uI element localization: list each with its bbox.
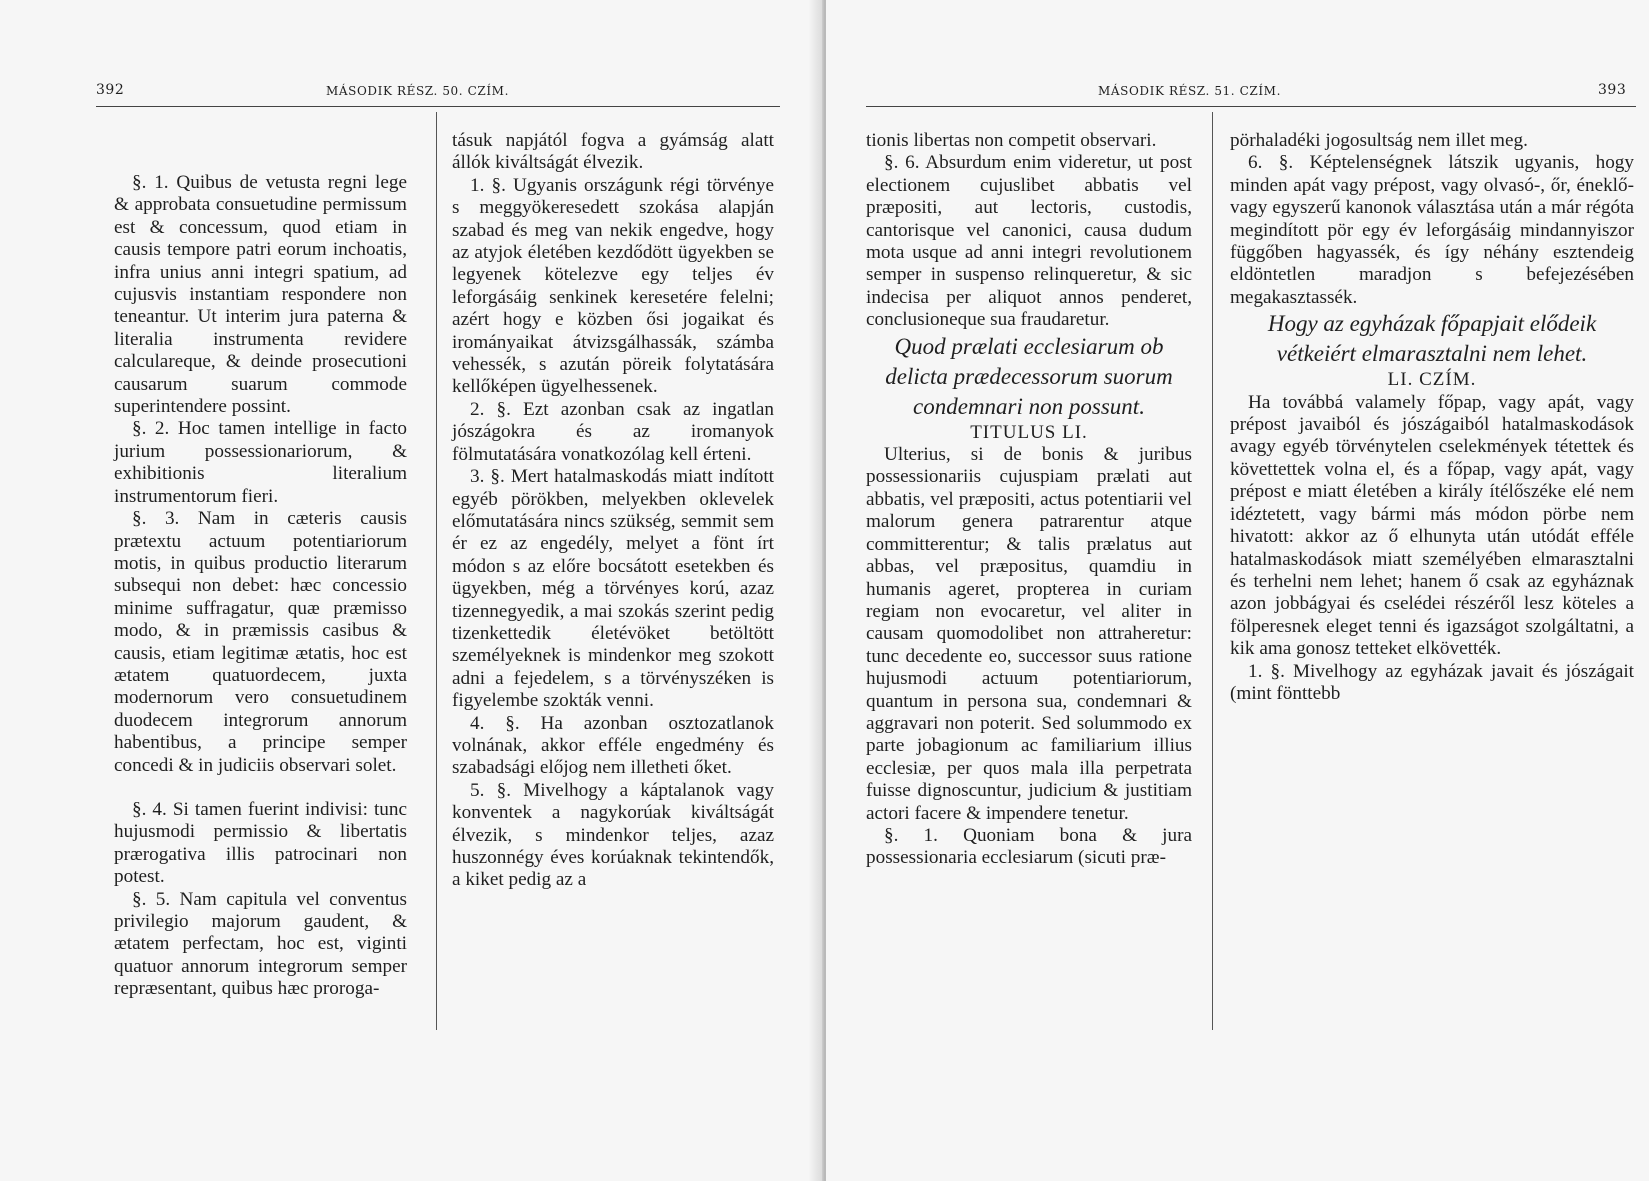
- paragraph: 4. §. Ha azonban osztozatlanok volnának, akkor efféle engedmény és szabadsági előjog nem illetheti őket.: [452, 712, 774, 779]
- czim-heading: LI. CZÍM.: [1387, 369, 1477, 391]
- header-rule-right: [866, 106, 1636, 107]
- paragraph: §. 4. Si tamen fuerint indivisi: tunc hujusmodi permissio & libertatis prærogativa illis patrocinari non potest.: [114, 798, 407, 888]
- right-page-header: [826, 82, 1649, 104]
- page-number-left: 392: [96, 82, 125, 98]
- paragraph: 5. §. Mivelhogy a káptalanok vagy konventek a nagykorúak kiváltságát élvezik, s mindenkor teljes, azaz huszonnégy éves korúaknak tekintendők, a kiket pedig az a: [452, 779, 774, 891]
- header-rule-left: [96, 106, 780, 107]
- titulus-heading: TITULUS LI.: [970, 421, 1088, 443]
- running-head-left: MÁSODIK RÉSZ. 50. CZÍM.: [326, 84, 509, 98]
- page-number-right: 393: [1598, 82, 1627, 98]
- paragraph: 2. §. Ezt azonban csak az ingatlan jószágokra és az iromanyok fölmutatására vonatkozólag kell érteni.: [452, 398, 774, 465]
- section-heading-hungarian: Hogy az egyházak főpapjait elődeik vétkeiért elmarasztalni nem lehet.: [1267, 311, 1597, 367]
- paragraph: §. 6. Absurdum enim videretur, ut post electionem cujuslibet abbatis vel præpositi, aut lectoris, custodis, cantorisque vel canonici, causa dudum mota usque ad anni integri revolutionem semper in suspenso relinqueretur, & sic indecisa per aliquot annos penderet, conclusioneque sua fraudaretur.: [866, 152, 1192, 331]
- paragraph: §. 5. Nam capitula vel conventus privilegio majorum gaudent, & ætatem perfectam, hoc est, viginti quatuor annorum integrorum semper repræsentant, quibus hæc proroga-: [114, 888, 407, 1000]
- right-page: [826, 0, 1649, 1181]
- running-head-right: MÁSODIK RÉSZ. 51. CZÍM.: [1098, 84, 1281, 98]
- latin-column-left: [114, 172, 407, 1001]
- column-divider-right: [1212, 112, 1213, 1030]
- paragraph: tásuk napjától fogva a gyámság alatt állók kiváltságát élvezik.: [452, 130, 774, 174]
- left-page: [0, 0, 822, 1181]
- latin-column-right: [866, 130, 1192, 870]
- paragraph: 1. §. Mivelhogy az egyházak javait és jószágait (mint fönttebb: [1230, 660, 1634, 704]
- left-page-header: [0, 82, 822, 104]
- hungarian-column-left: [452, 130, 774, 892]
- paragraph: §. 1. Quoniam bona & jura possessionaria ecclesiarum (sicuti præ-: [866, 824, 1192, 869]
- paragraph: 1. §. Ugyanis országunk régi törvénye s meggyökeresedett szokása alapján szabad és meg van nekik engedve, hogy az atyjok életében kezdődött ügyekben se legyenek kötelezve egy teljes év leforgásáig senkinek keresetére felelni; azért hogy e közben ősi jogaikat és irományaikat átvizsgálhassák, számba vehessék, s azután pöreik folytatására kellőképen ügyelhessenek.: [452, 174, 774, 398]
- hungarian-column-right: [1230, 130, 1634, 705]
- paragraph: Ulterius, si de bonis & juribus possessionariis cujuspiam prælati aut abbatis, vel præpositi, actus potentiarii vel malorum genera patrarentur atque committerentur; & talis prælatus aut abbas, vel præpositus, quamdiu in humanis ageret, propterea in curiam regiam non evocaretur, vel aliter in causam quomodolibet non attraheretur: tunc decedente eo, successor suus ratione hujusmodi actuum potentiariorum, quantum in persona sua, condemnari & aggravari non poterit. Sed solummodo ex parte jobagionum ac familiarium illius ecclesiæ, per quos mala illa perpetrata fuisse dignoscuntur, judicium & justitiam actori facere & impendere tenetur.: [866, 444, 1192, 824]
- paragraph: §. 1. Quibus de vetusta regni lege & approbata consuetudine permissum est & concessum, quod etiam in causis tempore patri eorum inchoatis, infra unius anni integri spatium, ad cujusvis instantiam respondere non teneantur. Ut interim jura paterna & literalia instrumenta revidere calculareque, & deinde prosecutioni causarum suarum commode superintendere possint.: [114, 172, 407, 418]
- section-heading-latin: Quod prælati ecclesiarum ob delicta prædecessorum suorum condemnari non possunt.: [885, 333, 1173, 419]
- column-divider-left: [436, 112, 437, 1030]
- paragraph: pörhaladéki jogosultság nem illet meg.: [1230, 130, 1528, 151]
- paragraph: 6. §. Képtelenségnek látszik ugyanis, hogy minden apát vagy prépost, vagy olvasó-, őr, éneklő-vagy egyszerű kanonok választása után a már régóta megindított pör egy év leforgásáig mindannyiszor függőben hagyassék, és így néhány esztendeig eldöntetlen maradjon s befejezésében megakasztassék.: [1230, 152, 1634, 308]
- paragraph: Ha továbbá valamely főpap, vagy apát, vagy prépost javaiból és jószágaiból hatalmaskodások avagy egyéb törvénytelen cselekmények tétettek és követtettek volna el, és a főpap, vagy apát, vagy prépost e miatt életében a király ítélőszéke elé nem idéztetett, vagy bármi más módon pörbe nem hivatott: akkor az ő elhunyta után utódát efféle hatalmaskodások miatt személyében elmarasztalni és terhelni nem lehet; hanem ő csak az egyháznak azon jobbágyai és cselédei részéről lesz köteles a fölperesnek eleget tenni és igazságot szolgáltatni, a kik ama gonosz tetteket elkövették.: [1230, 391, 1634, 660]
- paragraph: tionis libertas non competit observari.: [866, 130, 1157, 151]
- paragraph: §. 2. Hoc tamen intellige in facto jurium possessionariorum, & exhibitionis literalium instrumentorum fieri.: [114, 418, 407, 507]
- paragraph: 3. §. Mert hatalmaskodás miatt indított egyéb pörökben, melyekben oklevelek előmutatására nincs szükség, semmit sem ér ez az engedély, melyet a fönt írt módon s az előre bocsátott esetekben és ügyekben, még a törvényes korú, azaz tizennegyedik, a mai szokás szerint pedig tizenkettedik életévöket betöltött személyeknek is mindenkor meg szokott adni a fejedelem, s a törvényszéken is figyelembe szokták venni.: [452, 466, 774, 712]
- paragraph: §. 3. Nam in cæteris causis prætextu actuum potentiariorum motis, in quibus productio literarum subsequi non debet: hæc concessio minime suffragatur, quæ præmisso modo, & in præmissis casibus & causis, etiam legitimæ ætatis, hoc est ætatem quatuordecem, juxta modernorum vero consuetudinem duodecem integrorum annorum habentibus, a principe semper concedi & in judiciis observari solet.: [114, 508, 407, 776]
